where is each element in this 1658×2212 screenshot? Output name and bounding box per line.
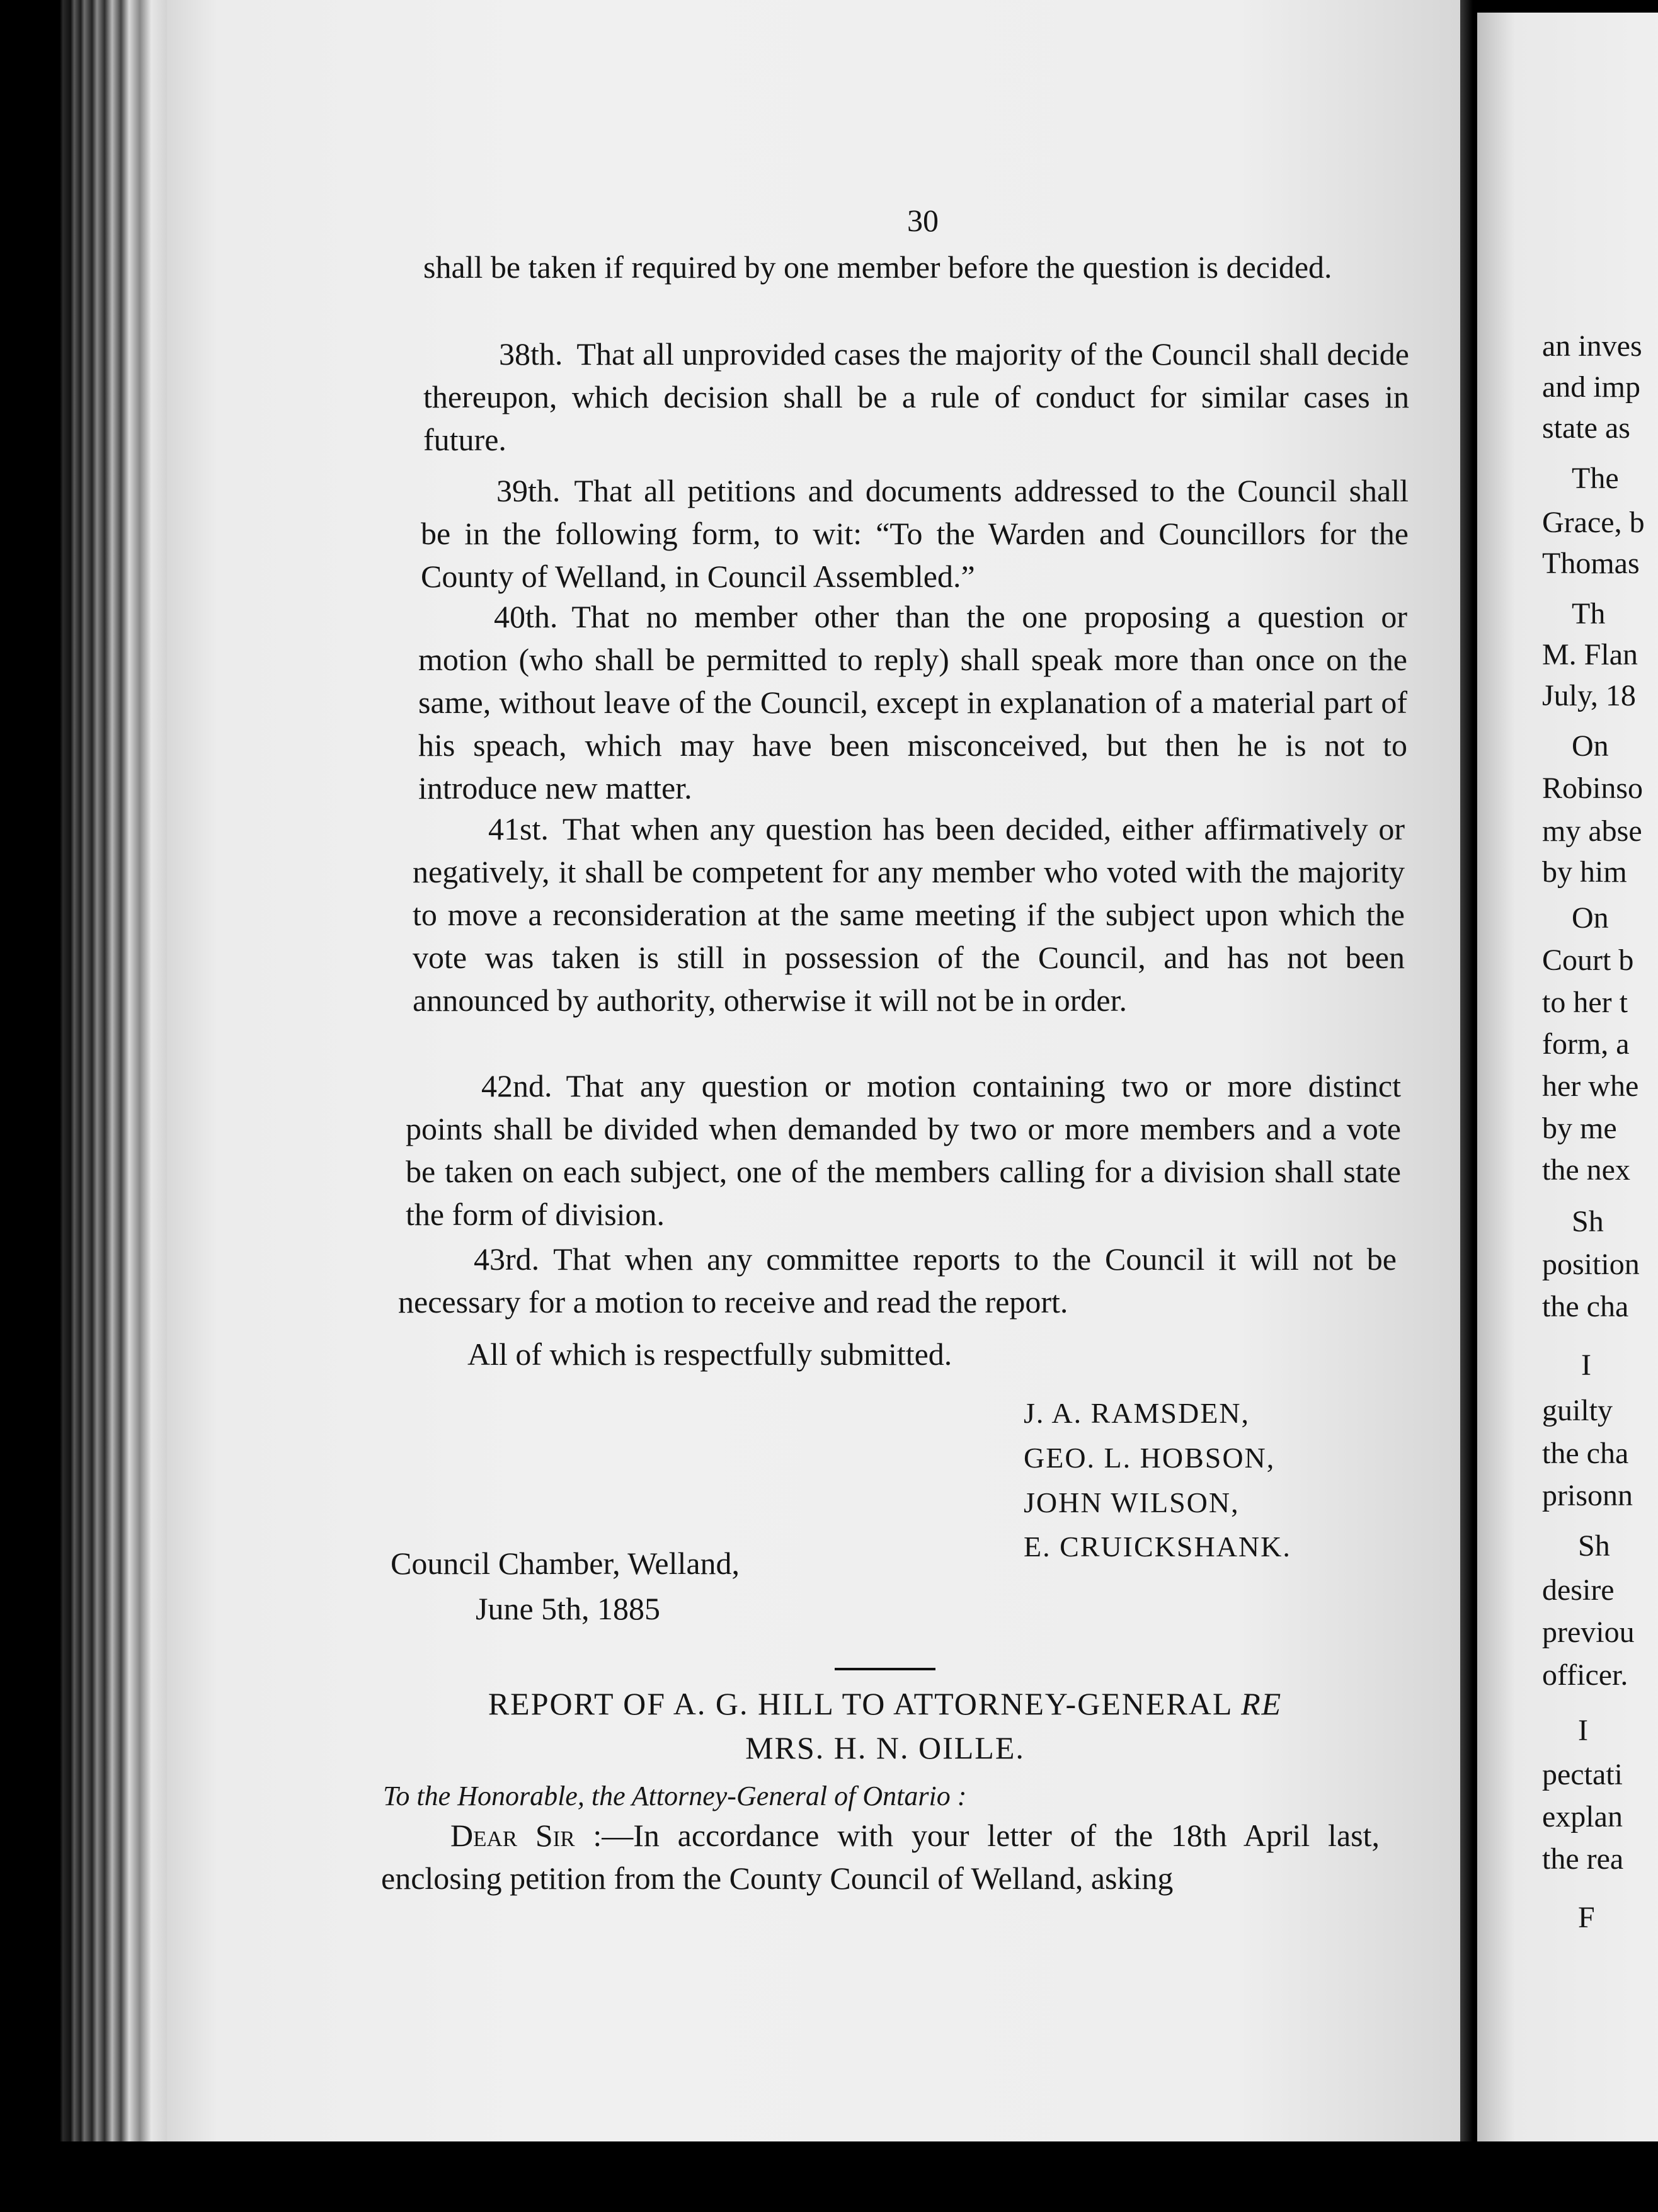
closing-line: All of which is respectfully submitted. [467, 1337, 952, 1372]
right-page-line: I [1581, 1348, 1591, 1382]
rule-number: 43rd. [474, 1241, 540, 1277]
right-page-line: by me [1542, 1112, 1617, 1145]
report-title-line1: REPORT OF A. G. HILL TO ATTORNEY-GENERAL [488, 1686, 1232, 1721]
right-page-line: Court b [1542, 944, 1634, 977]
rule-43 [398, 1238, 1397, 1323]
date-line: June 5th, 1885 [476, 1591, 661, 1626]
right-page-line: to her t [1542, 986, 1628, 1019]
letter-text: :—In accordance with your letter of the 18th April last, enclosing petition from the County Council of Welland, asking [381, 1818, 1380, 1896]
right-page-line: Sh [1578, 1529, 1610, 1563]
right-page-line: and imp [1542, 370, 1640, 404]
right-page-line: the cha [1542, 1290, 1629, 1323]
right-page-line: her whe [1542, 1069, 1639, 1103]
right-page-line: Robinso [1542, 772, 1644, 805]
report-title [384, 1682, 1386, 1770]
rule-38 [423, 333, 1409, 461]
right-page-line: On [1572, 729, 1609, 763]
paragraph-text: That when any question has been decided, either affirmatively or negatively, it shall be competent for any member who voted with the majority to move a reconsideration at the same meeting if the subject upon which the vote was taken is still in possession of the Council, and has not been announced by authority, otherwise it will not be in order. [413, 811, 1405, 1018]
signatory: GEO. L. HOBSON, [1024, 1442, 1276, 1474]
signatory: J. A. RAMSDEN, [1024, 1397, 1250, 1429]
rule-41 [413, 807, 1405, 1022]
rule-number: 39th. [496, 473, 561, 508]
right-page-line: Grace, b [1542, 506, 1645, 539]
rule-number: 40th. [494, 599, 558, 634]
letter-opening [381, 1814, 1380, 1900]
paragraph-text: That any question or motion containing two or more distinct points shall be divided when demanded by two or more members and a vote be taken on each subject, one of the members calling for a division shall state the form of division. [406, 1068, 1401, 1232]
paragraph-text: That when any committee reports to the Council it will not be necessary for a motion to receive and read the report. [398, 1241, 1397, 1320]
place-line: Council Chamber, Welland, [391, 1546, 740, 1581]
scan-bottom-edge [0, 2141, 1658, 2212]
right-page-line: Sh [1572, 1205, 1604, 1238]
right-page-line: Th [1572, 597, 1606, 630]
right-page-line: prisonn [1542, 1479, 1633, 1512]
right-page-line: pectati [1542, 1758, 1623, 1791]
right-page-line: explan [1542, 1800, 1623, 1833]
right-page-line: the nex [1542, 1153, 1630, 1187]
book-binding [0, 0, 170, 2212]
rule-40 [418, 595, 1407, 809]
rule-number: 41st. [488, 811, 549, 847]
right-page-line: the rea [1542, 1842, 1624, 1876]
right-page-line: The [1572, 462, 1619, 495]
rule-39 [421, 469, 1409, 598]
paragraph-text: That all unprovided cases the majority of the Council shall decide thereupon, which decision shall be a rule of conduct for similar cases in future. [423, 336, 1409, 457]
right-page-line: On [1572, 901, 1609, 935]
rule-42 [406, 1064, 1401, 1236]
right-page-line: previou [1542, 1616, 1635, 1649]
right-page-line: July, 18 [1542, 679, 1636, 712]
report-title-line2: MRS. H. N. OILLE. [745, 1730, 1025, 1765]
rule-number: 38th. [499, 336, 563, 372]
signatory: JOHN WILSON, [1024, 1486, 1240, 1519]
right-page-line: guilty [1542, 1394, 1613, 1427]
paragraph-text: shall be taken if required by one member before the question is decided. [423, 249, 1332, 285]
right-page-line: form, a [1542, 1027, 1630, 1061]
report-title-re: RE [1241, 1686, 1283, 1721]
right-page-line: by him [1542, 855, 1627, 889]
right-page-line: F [1578, 1901, 1595, 1934]
right-page-line: I [1578, 1714, 1588, 1747]
right-page-line: position [1542, 1248, 1640, 1281]
right-page-line: state as [1542, 411, 1630, 445]
page-number: 30 [907, 203, 939, 238]
paragraph-continuation [423, 246, 1409, 288]
paragraph-text: That no member other than the one proposing a question or motion (who shall be permitted to reply) shall speak more than once on the same, without leave of the Council, except in explanation of a material part of his speach, which may have been misconceived, but then he is not to introduce new matter. [418, 599, 1407, 806]
right-page-line: Thomas [1542, 547, 1640, 580]
right-page-line: desire [1542, 1573, 1615, 1607]
rule-number: 42nd. [481, 1068, 552, 1103]
right-page-line: an inves [1542, 329, 1642, 363]
salutation: To the Honorable, the Attorney-General of Ontario : [383, 1781, 967, 1811]
letter-greeting: Dear Sir [450, 1818, 575, 1853]
section-divider [835, 1668, 935, 1670]
right-page-line: M. Flan [1542, 638, 1638, 671]
right-page-line: the cha [1542, 1437, 1629, 1470]
right-page-line: my abse [1542, 814, 1642, 848]
right-page-line: officer. [1542, 1658, 1628, 1692]
paragraph-text: That all petitions and documents addressed to the Council shall be in the following form, to wit: “To the Warden and Councillors for the County of Welland, in Council Assembled.” [421, 473, 1409, 594]
signatory: E. CRUICKSHANK. [1024, 1531, 1291, 1563]
